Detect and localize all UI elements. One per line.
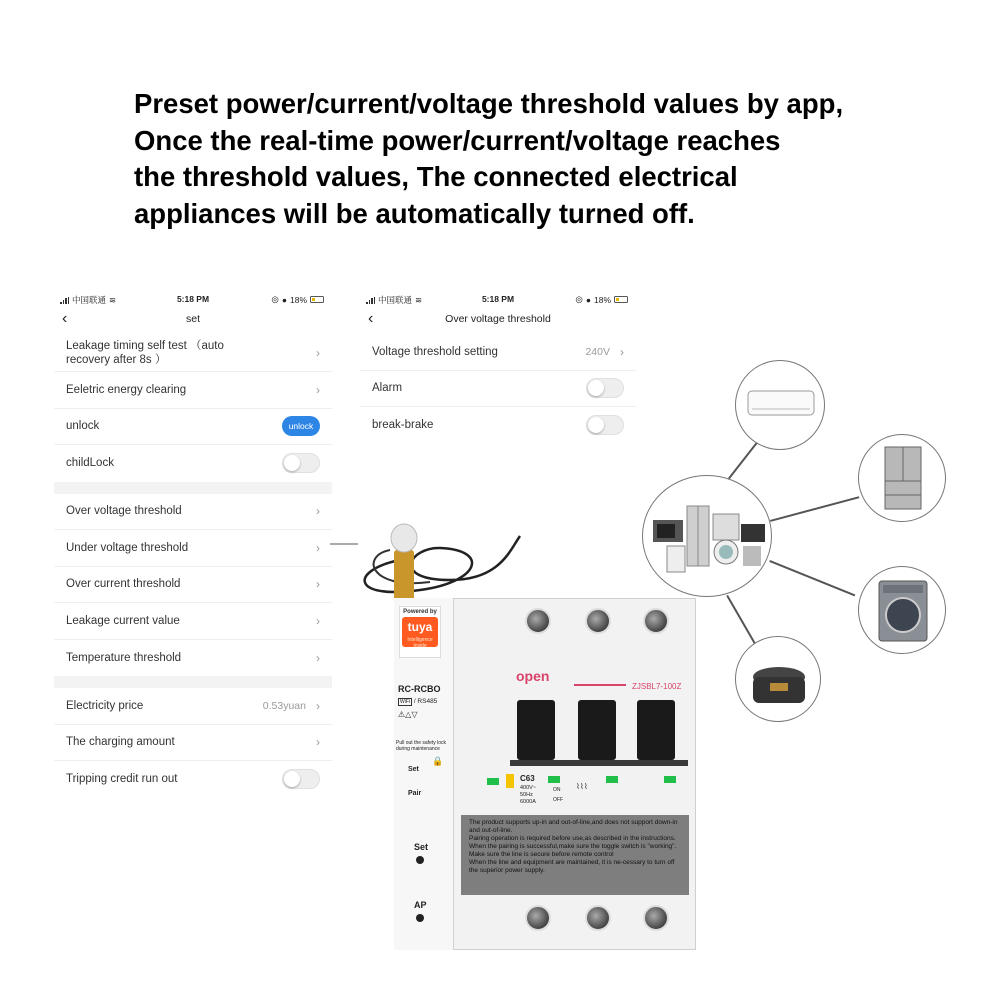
section-divider — [54, 482, 332, 494]
voltage-threshold-row[interactable] — [360, 334, 636, 371]
appliances-hub — [642, 475, 772, 597]
terminal-screw-icon — [525, 608, 551, 634]
headline-line-4: appliances will be automatically turned off. — [134, 197, 695, 229]
back-chevron-icon[interactable]: ‹ — [368, 310, 374, 327]
unlock-button[interactable]: unlock — [282, 416, 320, 436]
section-divider — [54, 676, 332, 688]
break-brake-row — [360, 407, 636, 444]
settings-row-leakage-test[interactable] — [54, 334, 332, 372]
set-button-label: Set — [414, 842, 429, 852]
row-label: Eeletric energy clearing — [66, 383, 187, 396]
row-label: Temperature threshold — [66, 651, 182, 664]
row-label: Leakage timing self test （auto recovery after 8s ） — [66, 339, 224, 366]
chevron-right-icon: › — [316, 577, 320, 592]
tuya-badge — [399, 606, 441, 658]
settings-row-temperature[interactable] — [54, 640, 332, 677]
off-label: OFF — [553, 797, 563, 803]
row-label: Over current threshold — [66, 578, 181, 591]
chevron-right-icon: › — [316, 698, 320, 713]
row-label: Tripping credit run out — [66, 773, 178, 786]
carrier-label: 中国联通 — [72, 295, 107, 305]
series-label: ZJSBL7-100Z — [632, 682, 682, 691]
settings-row-energy-clearing[interactable] — [54, 372, 332, 409]
settings-row-over-voltage[interactable] — [54, 494, 332, 531]
lever-bar — [510, 760, 688, 766]
breaker-toggle-lever[interactable] — [578, 700, 616, 760]
settings-row-charging-amount[interactable] — [54, 725, 332, 762]
status-indicator-green — [664, 776, 676, 783]
instruction-line: The product supports up-in and out-of-line,and does not support down-in and out-of-line. — [469, 819, 678, 834]
row-label: Leakage current value — [66, 614, 180, 627]
brand-stripe — [574, 684, 626, 686]
terminal-screw-icon — [585, 905, 611, 931]
chevron-right-icon: › — [316, 735, 320, 750]
status-time: 5:18 PM — [481, 294, 515, 304]
terminal-screw-icon — [643, 608, 669, 634]
chevron-right-icon: › — [316, 345, 320, 360]
terminal-screw-icon — [643, 905, 669, 931]
safety-note: Pull out the safety lock during maintenance — [396, 740, 447, 752]
battery-icon — [614, 296, 628, 303]
status-indicator-green — [548, 776, 560, 783]
chevron-right-icon: › — [316, 650, 320, 665]
settings-row-unlock — [54, 409, 332, 446]
circuit-diagram-icon: ⌇⌇⌇ — [576, 782, 588, 791]
row-label: Under voltage threshold — [66, 541, 189, 554]
breaker-toggle-lever[interactable] — [637, 700, 675, 760]
terminal-screw-icon — [525, 905, 551, 931]
headline-line-1: Preset power/current/voltage threshold values by app, — [134, 88, 844, 119]
row-label: unlock — [66, 420, 100, 433]
model-label: RC-RCBO — [398, 684, 441, 694]
ap-button-label: AP — [414, 900, 427, 910]
settings-screen — [54, 290, 332, 792]
instruction-line: Pairing operation is required before use,as described in the instructions. — [469, 835, 676, 842]
pair-label-small: Pair — [408, 790, 422, 797]
alarm-row — [360, 371, 636, 408]
battery-label: 18% — [593, 294, 611, 305]
wifi-icon: ≋ — [109, 294, 117, 305]
row-label: Electricity price — [66, 699, 144, 712]
alarm-toggle[interactable] — [586, 378, 624, 398]
headline-line-3: the threshold values, The connected electrical — [134, 161, 738, 192]
settings-row-childlock — [54, 445, 332, 482]
row-label: The charging amount — [66, 736, 175, 749]
settings-row-under-voltage[interactable] — [54, 530, 332, 567]
lock-icon: 🔒 — [432, 756, 444, 766]
breaker-toggle-lever[interactable] — [517, 700, 555, 760]
alarm-icon: ● — [585, 294, 591, 305]
connector-line — [770, 496, 859, 521]
chevron-right-icon: › — [316, 382, 320, 397]
set-button[interactable] — [416, 856, 424, 864]
wifi-badge-icon: WiFi — [400, 699, 410, 705]
status-indicator-green — [487, 778, 499, 785]
ap-button[interactable] — [416, 914, 424, 922]
row-value: 0.53yuan — [262, 699, 306, 712]
status-right — [271, 294, 324, 305]
row-label: break-brake — [372, 419, 434, 432]
appliances-group-icon — [643, 476, 772, 597]
break-brake-toggle[interactable] — [586, 415, 624, 435]
chevron-right-icon: › — [316, 504, 320, 519]
chevron-right-icon: › — [316, 540, 320, 555]
settings-row-tripping-credit — [54, 761, 332, 798]
spec-frequency: 50Hz — [520, 792, 533, 798]
connector-line — [727, 595, 757, 646]
on-label: ON — [553, 787, 561, 793]
status-bar — [54, 290, 332, 308]
headline — [134, 86, 974, 232]
instruction-line: When the pairing is successful,make sure the toggle switch is "working". — [469, 843, 677, 850]
battery-icon — [310, 296, 324, 303]
chevron-right-icon: › — [620, 344, 624, 359]
washing-machine-icon — [858, 566, 946, 654]
over-voltage-screen — [360, 290, 636, 440]
spec-breaking: 6000A — [520, 799, 536, 805]
status-bar — [360, 290, 636, 308]
connector-line — [769, 560, 855, 596]
carrier-label: 中国联通 — [378, 295, 413, 305]
location-icon: ◎ — [271, 294, 279, 304]
air-conditioner-icon — [735, 360, 825, 450]
settings-row-electricity-price[interactable] — [54, 688, 332, 725]
back-chevron-icon[interactable]: ‹ — [62, 310, 68, 327]
page-title: set — [185, 313, 200, 325]
settings-row-leakage-current[interactable] — [54, 603, 332, 640]
powered-by-label: Powered by — [403, 609, 437, 615]
instruction-panel — [461, 815, 689, 895]
refrigerator-icon — [858, 434, 946, 522]
battery-label: 18% — [289, 294, 307, 305]
instruction-line: Make sure the line is secure before remote control — [469, 851, 614, 858]
nav-bar — [54, 308, 332, 334]
row-label: Voltage threshold setting — [372, 345, 498, 358]
tripping-credit-toggle[interactable] — [282, 769, 320, 789]
wifi-icon: ≋ — [415, 294, 423, 305]
page-title: Over voltage threshold — [445, 313, 551, 325]
status-indicator-green — [606, 776, 618, 783]
symbol-row: ⚠△▽ — [398, 710, 418, 719]
rating-label: C63 — [520, 774, 535, 783]
row-value: 240V — [585, 345, 610, 358]
status-indicator-yellow — [506, 774, 514, 788]
row-label: childLock — [66, 457, 114, 470]
row-label: Over voltage threshold — [66, 505, 182, 518]
instruction-line: When the line and equipment are maintained, it is ne-cessary to turn off the superior power supply. — [469, 859, 675, 874]
status-time: 5:18 PM — [176, 294, 210, 304]
rice-cooker-icon — [735, 636, 821, 722]
chevron-right-icon: › — [316, 613, 320, 628]
headline-line-2: Once the real-time power/current/voltage reaches — [134, 124, 781, 156]
alarm-icon: ● — [281, 294, 287, 305]
comm-label: WiFi / RS485 — [400, 698, 438, 705]
status-right — [575, 294, 628, 305]
spec-voltage: 400V~ — [520, 785, 537, 791]
brand-label: open — [516, 668, 550, 684]
settings-row-over-current[interactable] — [54, 567, 332, 604]
row-label: Alarm — [372, 382, 403, 395]
childlock-toggle[interactable] — [282, 453, 320, 473]
tuya-logo: tuya Intelligence Inside — [402, 617, 438, 647]
terminal-screw-icon — [585, 608, 611, 634]
set-label-small: Set — [408, 766, 419, 773]
nav-bar — [360, 308, 636, 334]
location-icon: ◎ — [575, 294, 583, 304]
